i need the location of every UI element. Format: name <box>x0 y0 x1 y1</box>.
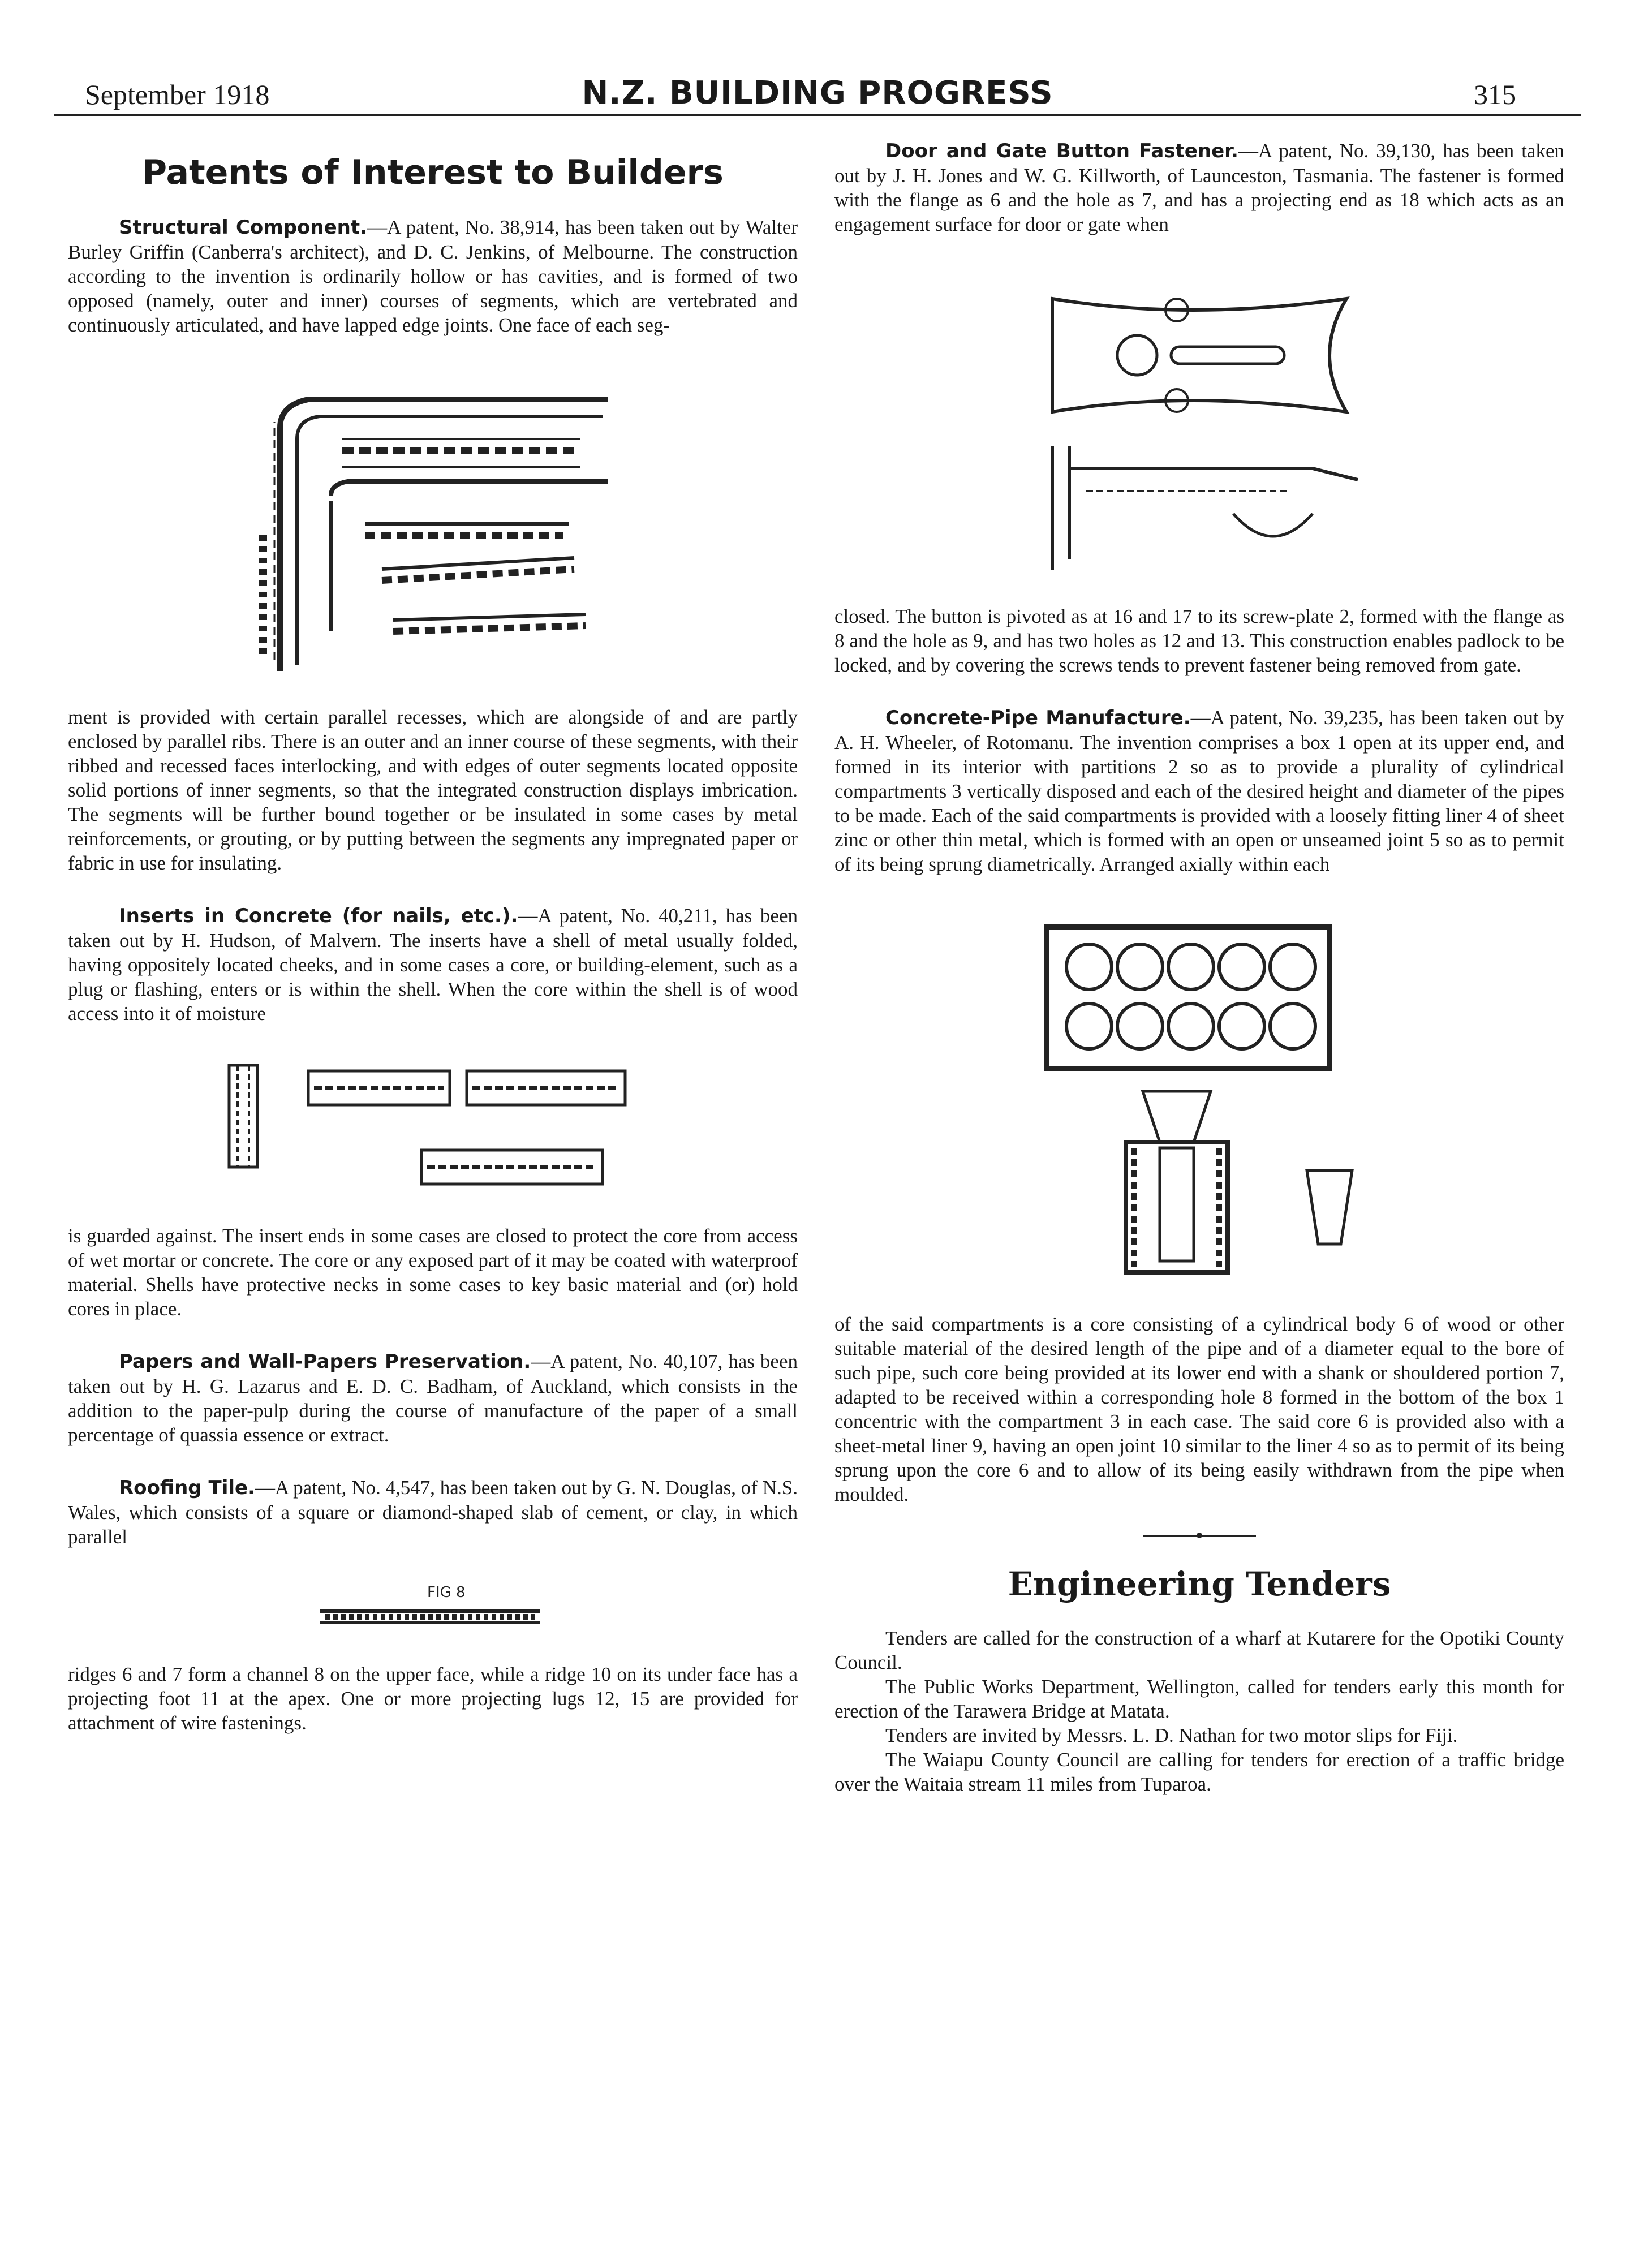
left-column <box>68 139 798 1763</box>
article-pipe <box>834 705 1564 876</box>
article-lead: Concrete-Pipe Manufacture. <box>885 707 1191 729</box>
article-text: —A patent, No. 39,130, has been taken out by J. H. Jones and W. G. Killworth, of Launceston, Tasmania. The fastener is formed with the flange as 6 and the hole as 7, and has a projecting end as 18 which acts as an engagement surface for door or gate when <box>834 140 1564 235</box>
tender-item: Tenders are called for the construction of a wharf at Kutarere for the Opotiki County Council. <box>834 1627 1564 1673</box>
article-roofing <box>68 1475 798 1549</box>
tender-item: The Public Works Department, Wellington, called for tenders early this month for erection of the Tarawera Bridge at Matata. <box>834 1676 1564 1722</box>
article-inserts <box>68 903 798 1026</box>
article-text: —A patent, No. 40,211, has been taken out by H. Hudson, of Malvern. The inserts have a shell of metal usually folded, having oppositely located cheeks, and in some cases a core, or building-element, such as a plug or flashing, enters or is within the shell. When the core within the shell is of wood access into it of moisture <box>68 905 798 1025</box>
article-lead: Door and Gate Button Fastener. <box>885 140 1238 162</box>
structural-component-figure <box>212 365 653 682</box>
header-rule <box>54 114 1581 116</box>
header-date: September 1918 <box>85 79 270 110</box>
article-structural-cont: ment is provided with certain parallel recesses, which are alongside of and are partly enclosed by parallel ribs. There is an outer and an inner course of these segments, with their ribbed and recessed faces interlocking, and with edges of outer segments located opposite solid portions of inner segments, so that the integrated construction displays imbrication. The segments will be further bound together or be insulated in some cases by metal reinforcements, or grouting, or by putting between the segments any impregnated paper or fabric in use for insulating. <box>68 706 798 874</box>
article-text: —A patent, No. 40,107, has been taken out by H. G. Lazarus and E. D. C. Badham, of Auckland, which consists in the addition to the paper-pulp during the course of manufacture of the paper of a small percentage of quassia essence or extract. <box>68 1350 798 1446</box>
article-roofing-cont: ridges 6 and 7 form a channel 8 on the upper face, while a ridge 10 on its under face has a projecting foot 11 at the apex. One or more projecting lugs 12, 15 are provided for attachment of wire fastenings. <box>68 1663 798 1734</box>
article-structural <box>68 215 798 337</box>
article-inserts-cont: is guarded against. The insert ends in some cases are closed to protect the core from access of wet mortar or concrete. The core or any exposed part of it may be coated with waterproof material. Shells have protective necks in some cases to key basic material and (or) hold cores in place. <box>68 1225 798 1320</box>
article-text: —A patent, No. 39,235, has been taken out by A. H. Wheeler, of Rotomanu. The invention comprises a box 1 open at its upper end, and formed in its interior with partitions 2 so as to provide a plurality of cylindrical compartments 3 vertically disposed and each of the desired height and diameter of the pipes to be made. Each of the said compartments is provided with a loosely fitting liner 4 of sheet zinc or other thin metal, which is formed with an open or unseamed joint 5 so as to permit of its being sprung diametrically. Arranged axially within each <box>834 707 1564 875</box>
magazine-title: N.Z. BUILDING PROGRESS <box>582 75 1053 111</box>
article-lead: Roofing Tile. <box>119 1477 255 1499</box>
right-column <box>834 139 1564 1796</box>
article-pipe-cont: of the said compartments is a core consisting of a cylindrical body 6 of wood or other suitable material of the desired length of the pipe and of a diameter equal to the bore of such pipe, such core being provided at its lower end with a shank or shouldered portion 7, adapted to be received within a corresponding hole 8 formed in the bottom of the box 1 concentric with the compartment 3 in each case. The said core 6 is provided also with a sheet-metal liner 9, having an open joint 10 similar to the liner 4 so as to permit of its being sprung upon the core 6 and to allow of its being easily withdrawn from the pipe when moulded. <box>834 1313 1564 1505</box>
section-divider <box>1143 1535 1256 1537</box>
tender-item: Tenders are invited by Messrs. L. D. Nathan for two motor slips for Fiji. <box>885 1724 1458 1746</box>
article-door <box>834 139 1564 236</box>
section-title-patents: Patents of Interest to Builders <box>142 153 724 192</box>
inserts-figure <box>218 1054 648 1201</box>
article-lead: Inserts in Concrete (for nails, etc.). <box>119 905 518 927</box>
door-fastener-figure <box>1018 265 1380 582</box>
article-papers <box>68 1349 798 1447</box>
article-door-cont: closed. The button is pivoted as at 16 and 17 to its screw-plate 2, formed with the flange as 8 and the hole as 9, and has two holes as 12 and 13. This construction enables padlock to be locked, and by covering the screws tends to prevent fastener being removed from gate. <box>834 605 1564 676</box>
section-title-tenders: Engineering Tenders <box>1008 1565 1391 1603</box>
roofing-figure-label: FIG 8 <box>427 1584 466 1601</box>
roofing-tile-figure <box>314 1577 552 1639</box>
article-text: —A patent, No. 4,547, has been taken out by G. N. Douglas, of N.S. Wales, which consists of a square or diamond-shaped slab of cement, or clay, in which parallel <box>68 1477 798 1548</box>
tender-item: The Waiapu County Council are calling for tenders for erection of a traffic bridge over the Waitaia stream 11 miles from Tuparoa. <box>834 1749 1564 1795</box>
article-lead: Papers and Wall-Papers Preservation. <box>119 1350 531 1373</box>
pipe-mould-figure <box>1013 905 1386 1289</box>
article-text: —A patent, No. 38,914, has been taken out by Walter Burley Griffin (Canberra's architect), and D. C. Jenkins, of Melbourne. The construction according to the invention is ordinarily hollow or has cavities, and is formed of two opposed (namely, outer and inner) courses of segments, which are vertebrated and continuously articulated, and have lapped edge joints. One face of each seg- <box>68 216 798 336</box>
article-lead: Structural Component. <box>119 216 368 239</box>
page-number: 315 <box>1474 79 1516 110</box>
